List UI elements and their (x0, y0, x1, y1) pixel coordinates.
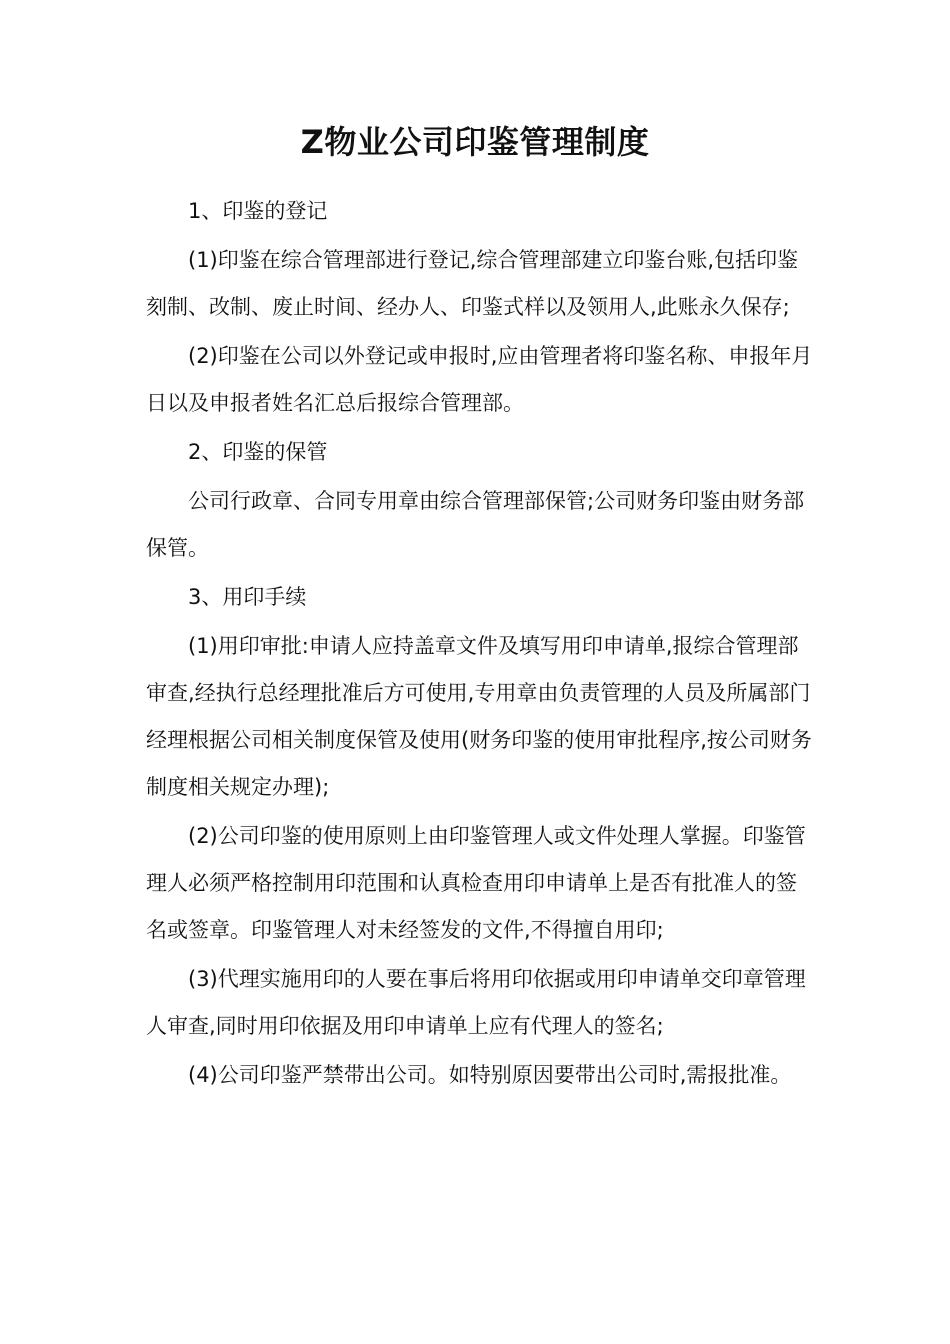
section-heading-usage-procedure: 3、用印手续 (188, 585, 307, 609)
document-body (146, 188, 816, 1101)
paragraph-registration-1: (1)印鉴在综合管理部进行登记,综合管理部建立印鉴台账,包括印鉴刻制、改制、废止时间、经办人、印鉴式样以及领用人,此账永久保存; (146, 248, 799, 319)
paragraph-usage-2: (2)公司印鉴的使用原则上由印鉴管理人或文件处理人掌握。印鉴管理人必须严格控制用印范围和认真检查用印申请单上是否有批准人的签名或签章。印鉴管理人对未经签发的文件,不得擅自用印; (146, 824, 806, 942)
paragraph-custody: 公司行政章、合同专用章由综合管理部保管;公司财务印鉴由财务部保管。 (146, 489, 805, 560)
section-heading-custody: 2、印鉴的保管 (188, 440, 328, 464)
paragraph-usage-1: (1)用印审批:申请人应持盖章文件及填写用印申请单,报综合管理部审查,经执行总经理批准后方可使用,专用章由负责管理的人员及所属部门经理根据公司相关制度保管及使用(财务印鉴的使用审批程序,按公司财务制度相关规定办理); (146, 634, 812, 799)
document-title: Z物业公司印鉴管理制度 (300, 123, 650, 161)
paragraph-usage-4: (4)公司印鉴严禁带出公司。如特别原因要带出公司时,需报批准。 (188, 1063, 792, 1087)
paragraph-registration-2: (2)印鉴在公司以外登记或申报时,应由管理者将印鉴名称、申报年月日以及申报者姓名汇总后报综合管理部。 (146, 344, 813, 415)
paragraph-usage-3: (3)代理实施用印的人要在事后将用印依据或用印申请单交印章管理人审查,同时用印依据及用印申请单上应有代理人的签名; (146, 967, 806, 1038)
section-heading-registration: 1、印鉴的登记 (188, 199, 328, 223)
